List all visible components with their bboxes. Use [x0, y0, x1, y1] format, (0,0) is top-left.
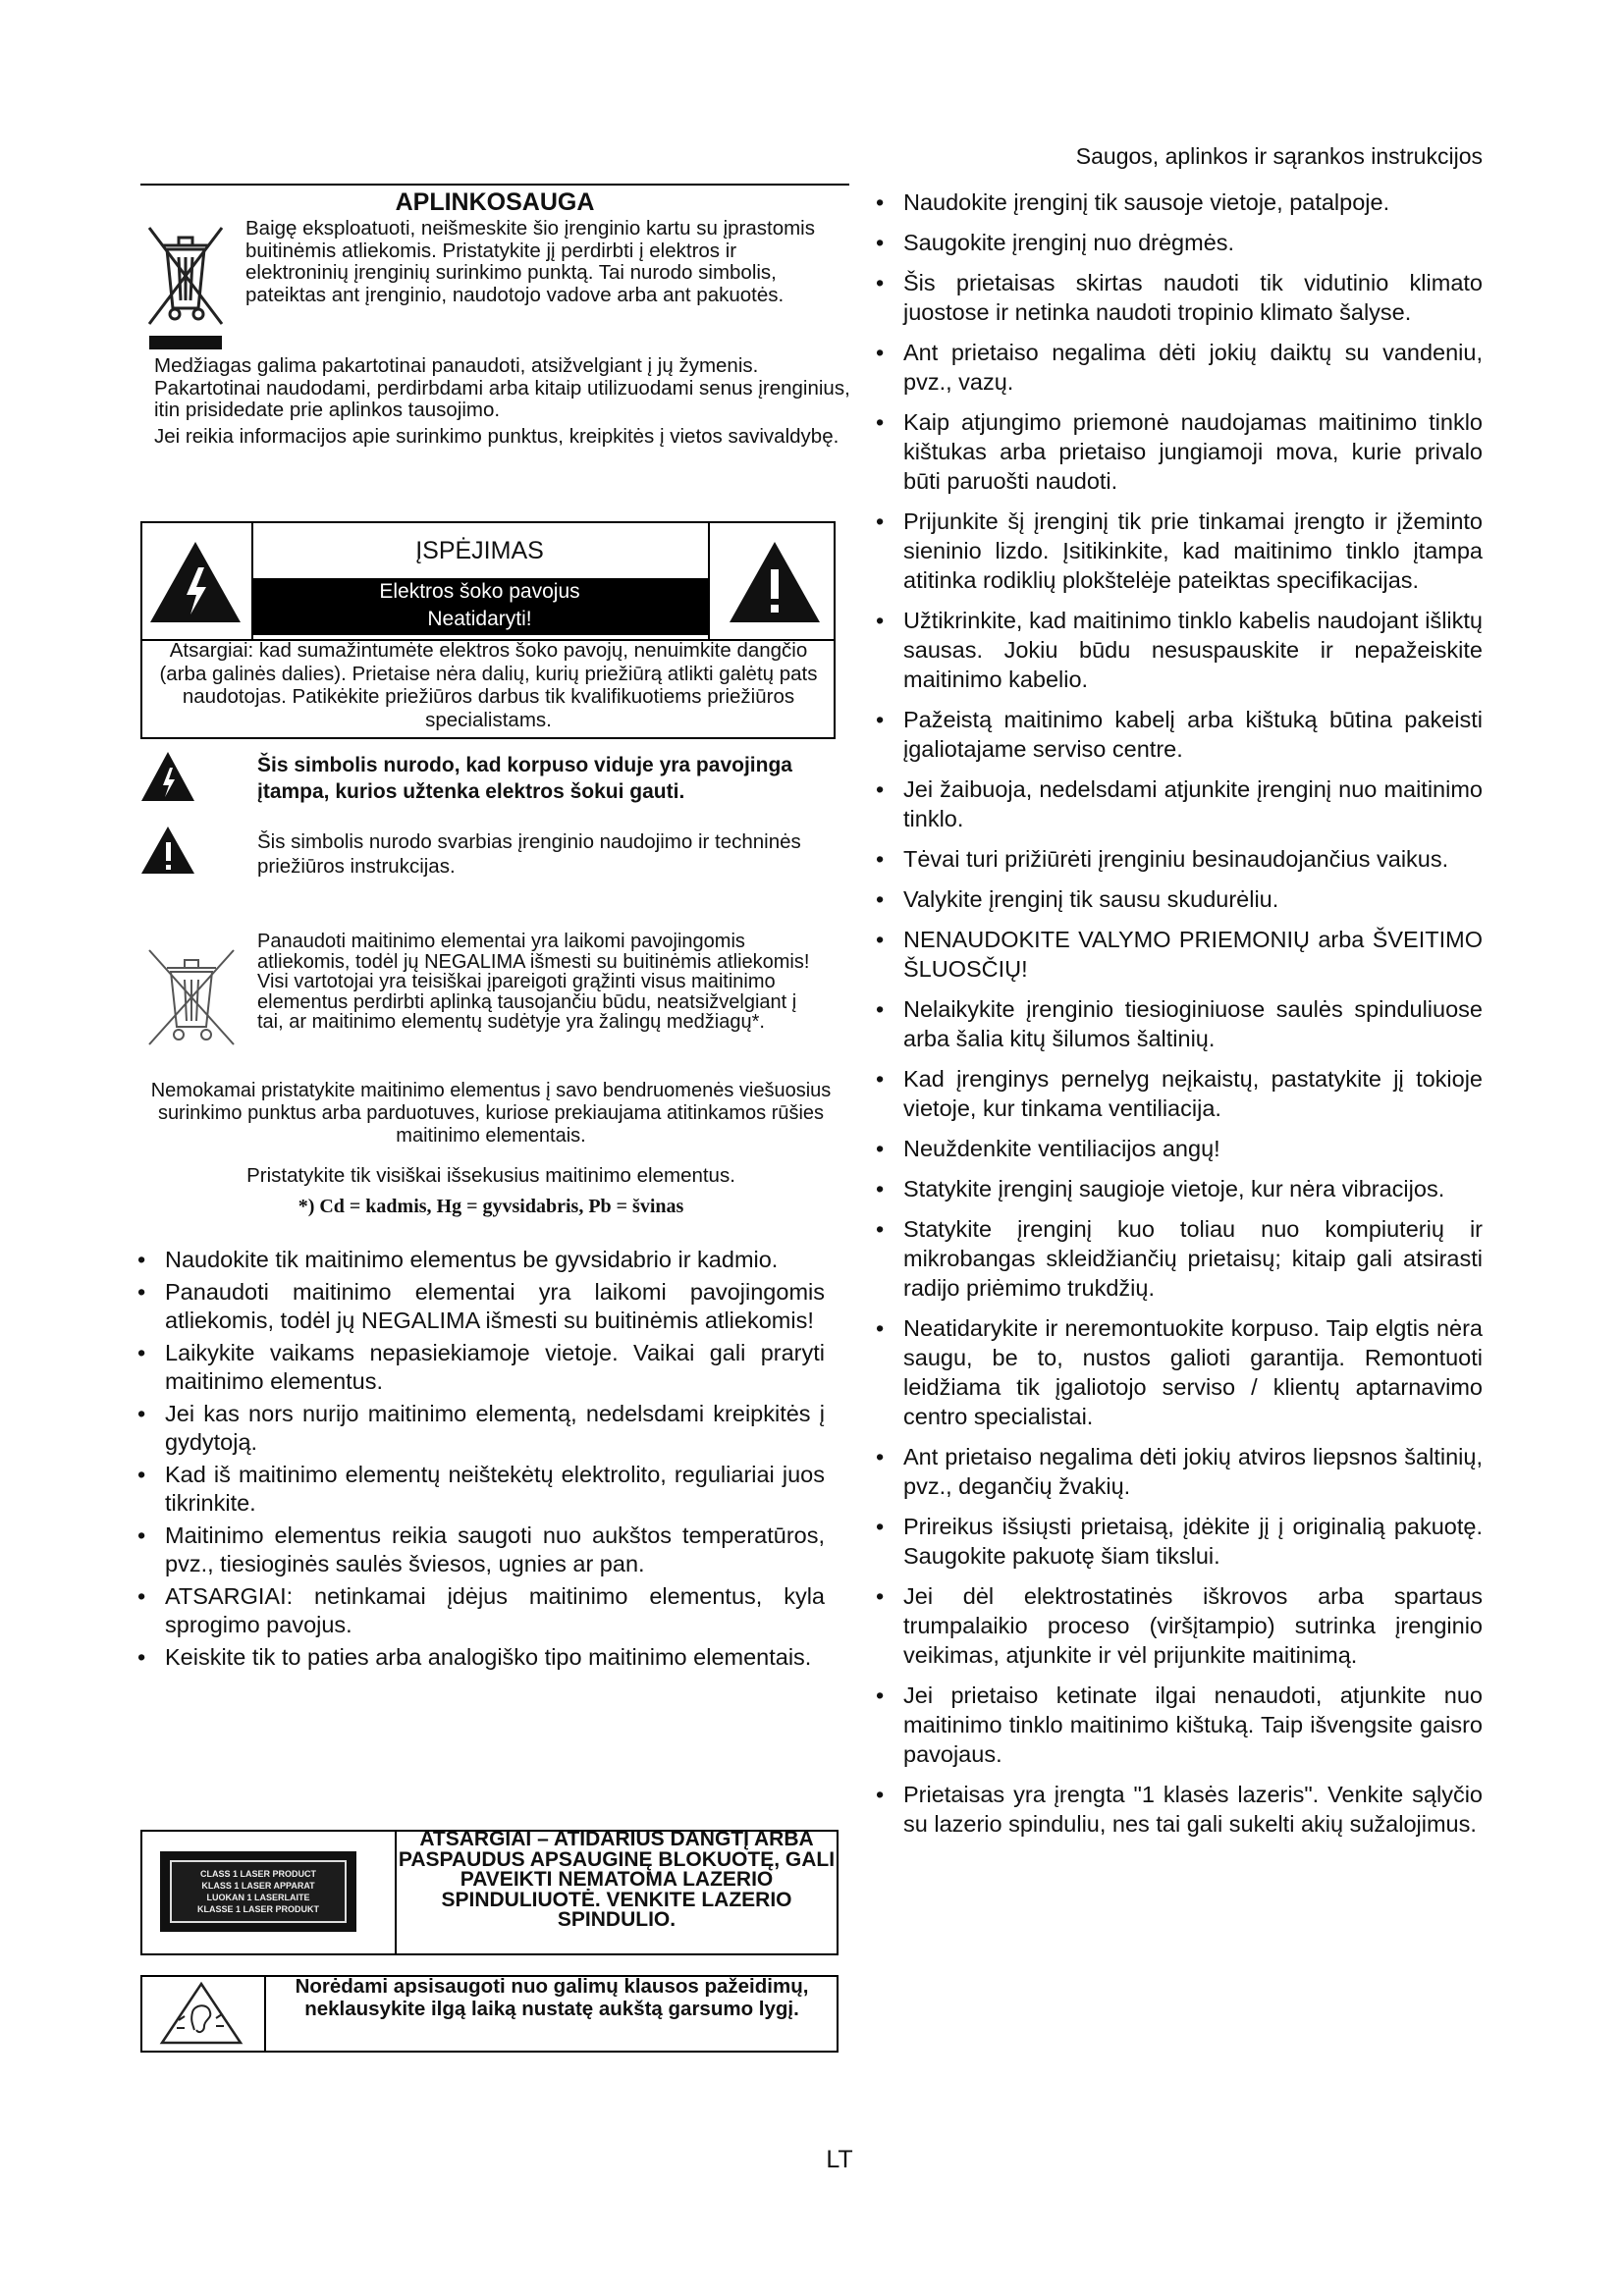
list-item: • Prireikus išsiųsti prietaisą, įdėkite jį į originalią pakuotę. Saugokite pakuotę šiam tikslui.	[876, 1512, 1483, 1571]
warning-banner	[251, 578, 708, 635]
laser-warning-text: ATSARGIAI – ATIDARIUS DANGTĮ ARBA PASPAUDUS APSAUGINĘ BLOKUOTĘ, GALI PAVEIKTI NEMATOMA LAZERIO SPINDULIUOTĖ. VENKITE LAZERIO SPINDULIO.	[398, 1828, 836, 1931]
hearing-warning-icon	[159, 1981, 244, 2046]
exclamation-symbol-description: Šis simbolis nurodo svarbias įrenginio naudojimo ir techninės priežiūros instrukcijas.	[257, 830, 801, 878]
list-item: • Jei dėl elektrostatinės iškrovos arba spartaus trumpalaikio proceso (viršįtampio) sutrinka įrenginio veikimas, atjunkite ir vėl prijunkite maitinimą.	[876, 1581, 1483, 1670]
list-item: • Prijunkite šį įrenginį tik prie tinkamai įrengto ir įžeminto sieninio lizdo. Įsitikinkite, kad maitinimo tinklo įtampa atitinka rodiklių plokštelėje pateiktas specifikacijas.	[876, 507, 1483, 595]
list-item: • Pažeistą maitinimo kabelį arba kištuką būtina pakeisti įgaliotajame serviso centre.	[876, 705, 1483, 764]
list-item: • NENAUDOKITE VALYMO PRIEMONIŲ arba ŠVEITIMO ŠLUOSČIŲ!	[876, 925, 1483, 984]
aplinkosauga-intro: Baigę eksploatuoti, neišmeskite šio įrenginio kartu su įprastomis buitinėmis atliekomis. Pristatykite jį perdirbti į elektros ir elektroninių įrenginių surinkimo punktą. Tai nurodo simbolis, pateiktas ant įrenginio, naudotojo vadove arba ant pakuotės.	[245, 217, 815, 306]
list-item: • Neuždenkite ventiliacijos angų!	[876, 1134, 1483, 1163]
list-item: • Užtikrinkite, kad maitinimo tinklo kabelis naudojant išliktų sausas. Jokiu būdu nesuspauskite ir nepažeiskite maitinimo kabelio.	[876, 606, 1483, 694]
batteries-text: Panaudoti maitinimo elementai yra laikomi pavojingomis atliekomis, todėl jų NEGALIMA išmesti su buitinėmis atliekomis! Visi vartotojai yra teisiškai įpareigoti grąžinti visus maitinimo elementus perdirbti aplinką tausojančiu būdu, neatsižvelgiant į tai, ar maitinimo elementų sudėtyje yra žalingų medžiagų*.	[257, 931, 810, 1034]
page-language-label: LT	[826, 2146, 853, 2173]
warning-divider	[708, 521, 710, 640]
aplinkosauga-paragraph-2: Jei reikia informacijos apie surinkimo punktus, kreipkitės į vietos savivaldybę.	[154, 424, 839, 448]
list-item: • Kad įrenginys pernelyg neįkaistų, pastatykite jį tokioje vietoje, kur tinkama ventiliacija.	[876, 1064, 1483, 1123]
warning-text: Atsargiai: kad sumažintumėte elektros šoko pavojų, nenuimkite dangčio (arba galinės dalies). Prietaise nėra dalių, kurių priežiūrą atlikti galėtų pats naudotojas. Patikėkite priežiūros darbus tik kvalifikuotiems priežiūros specialistams.	[159, 639, 818, 731]
list-item: • Keiskite tik to paties arba analogiško tipo maitinimo elementais.	[137, 1643, 825, 1672]
laser-label-line: KLASS 1 LASER APPARAT	[201, 1881, 315, 1891]
list-item: • Prietaisas yra įrengta "1 klasės lazeris". Venkite sąlyčio su lazerio spinduliu, nes tai gali sukelti akių sužalojimus.	[876, 1780, 1483, 1839]
hearing-divider	[264, 1975, 266, 2053]
warning-title: ĮSPĖJIMAS	[415, 537, 544, 564]
list-item: • Neatidarykite ir neremontuokite korpuso. Taip elgtis nėra saugu, be to, nustos galioti garantija. Remontuoti leidžiama tik įgaliotojo serviso / klientų aptarnavimo centro specialistai.	[876, 1313, 1483, 1431]
page-header-title: Saugos, aplinkos ir sąrankos instrukcijos	[1075, 143, 1483, 169]
laser-label-line: KLASSE 1 LASER PRODUKT	[196, 1904, 319, 1914]
list-item: • Naudokite tik maitinimo elementus be gyvsidabrio ir kadmio.	[137, 1246, 825, 1274]
list-item: • Laikykite vaikams nepasiekiamoje vietoje. Vaikai gali praryti maitinimo elementus.	[137, 1339, 825, 1396]
lightning-symbol-description: Šis simbolis nurodo, kad korpuso viduje yra pavojinga įtampa, kurios užtenka elektros šokui gauti.	[257, 754, 792, 803]
warning-banner-line-1: Elektros šoko pavojus	[379, 580, 580, 603]
list-item: • Jei kas nors nurijo maitinimo elementą, nedelsdami kreipkitės į gydytoją.	[137, 1400, 825, 1457]
list-item: • Panaudoti maitinimo elementai yra laikomi pavojingomis atliekomis, todėl jų NEGALIMA išmesti su buitinėmis atliekomis!	[137, 1278, 825, 1335]
list-item: • Jei žaibuoja, nedelsdami atjunkite įrenginį nuo maitinimo tinklo.	[876, 774, 1483, 833]
list-item: • Statykite įrenginį kuo toliau nuo kompiuterių ir mikrobangas skleidžiančių prietaisų; kitaip gali atsirasti radijo priėmimo trukdžių.	[876, 1214, 1483, 1303]
list-item: • Nelaikykite įrenginio tiesioginiuose saulės spinduliuose arba šalia kitų šilumos šaltinių.	[876, 994, 1483, 1053]
list-item: • Valykite įrenginį tik sausu skudurėliu.	[876, 884, 1483, 914]
lightning-warning-icon	[140, 750, 196, 804]
list-item: • Šis prietaisas skirtas naudoti tik vidutinio klimato juostose ir netinka naudoti tropinio klimato šalyse.	[876, 268, 1483, 327]
crossed-bin-icon	[137, 942, 244, 1052]
battery-safety-list	[137, 1246, 825, 1676]
list-item: • Kad iš maitinimo elementų neištekėtų elektrolito, reguliariai juos tikrinkite.	[137, 1461, 825, 1518]
aplinkosauga-body	[154, 355, 861, 448]
safety-instructions-list	[876, 187, 1483, 1849]
list-item: • Naudokite įrenginį tik sausoje vietoje, patalpoje.	[876, 187, 1483, 217]
list-item: • Statykite įrenginį saugioje vietoje, kur nėra vibracijos.	[876, 1174, 1483, 1203]
list-item: • ATSARGIAI: netinkamai įdėjus maitinimo elementus, kyla sprogimo pavojus.	[137, 1582, 825, 1639]
list-item: • Maitinimo elementus reikia saugoti nuo aukštos temperatūros, pvz., tiesioginės saulės šviesos, ugnies ar pan.	[137, 1522, 825, 1578]
section-title-aplinkosauga: APLINKOSAUGA	[395, 188, 595, 216]
laser-label-line: LUOKAN 1 LASERLAITE	[206, 1893, 310, 1902]
list-item: • Ant prietaiso negalima dėti jokių daiktų su vandeniu, pvz., vazų.	[876, 338, 1483, 397]
laser-class-label-text	[170, 1860, 347, 1923]
batteries-footnote: *) Cd = kadmis, Hg = gyvsidabris, Pb = švinas	[298, 1196, 684, 1217]
warning-banner-line-2: Neatidaryti!	[427, 608, 532, 630]
lightning-warning-icon	[147, 538, 244, 626]
list-item: • Saugokite įrenginį nuo drėgmės.	[876, 228, 1483, 257]
list-item: • Ant prietaiso negalima dėti jokių atviros liepsnos šaltinių, pvz., degančių žvakių.	[876, 1442, 1483, 1501]
section-divider	[140, 184, 849, 186]
list-item: • Tėvai turi prižiūrėti įrenginiu besinaudojančius vaikus.	[876, 844, 1483, 874]
aplinkosauga-paragraph-1: Medžiagas galima pakartotinai panaudoti, atsižvelgiant į jų žymenis. Pakartotinai naudodami, perdirbdami arba kitaip utilizuodami senus įrenginius, itin prisidedate prie aplinkos tausojimo.	[154, 354, 850, 421]
exclamation-warning-icon	[140, 825, 196, 876]
list-item: • Jei prietaiso ketinate ilgai nenaudoti, atjunkite nuo maitinimo tinklo maitinimo kištuką. Taip išvengsite gaisro pavojaus.	[876, 1681, 1483, 1769]
crossed-bin-icon	[141, 218, 230, 355]
batteries-free-return: Nemokamai pristatykite maitinimo elementus į savo bendruomenės viešuosius surinkimo punktus arba parduotuves, kuriose prekiaujama atitinkamos rūšies maitinimo elementais.	[150, 1080, 832, 1147]
exclamation-warning-icon	[727, 538, 823, 626]
laser-label-line: CLASS 1 LASER PRODUCT	[199, 1869, 316, 1879]
hearing-warning-text: Norėdami apsisaugoti nuo galimų klausos pažeidimų, neklausykite ilgą laiką nustatę aukštą garsumo lygį.	[295, 1975, 809, 2020]
list-item: • Kaip atjungimo priemonė naudojamas maitinimo tinklo kištukas arba prietaiso jungiamoji mova, kurie privalo būti paruošti naudoti.	[876, 407, 1483, 496]
batteries-discharged: Pristatykite tik visiškai išsekusius maitinimo elementus.	[246, 1164, 735, 1187]
